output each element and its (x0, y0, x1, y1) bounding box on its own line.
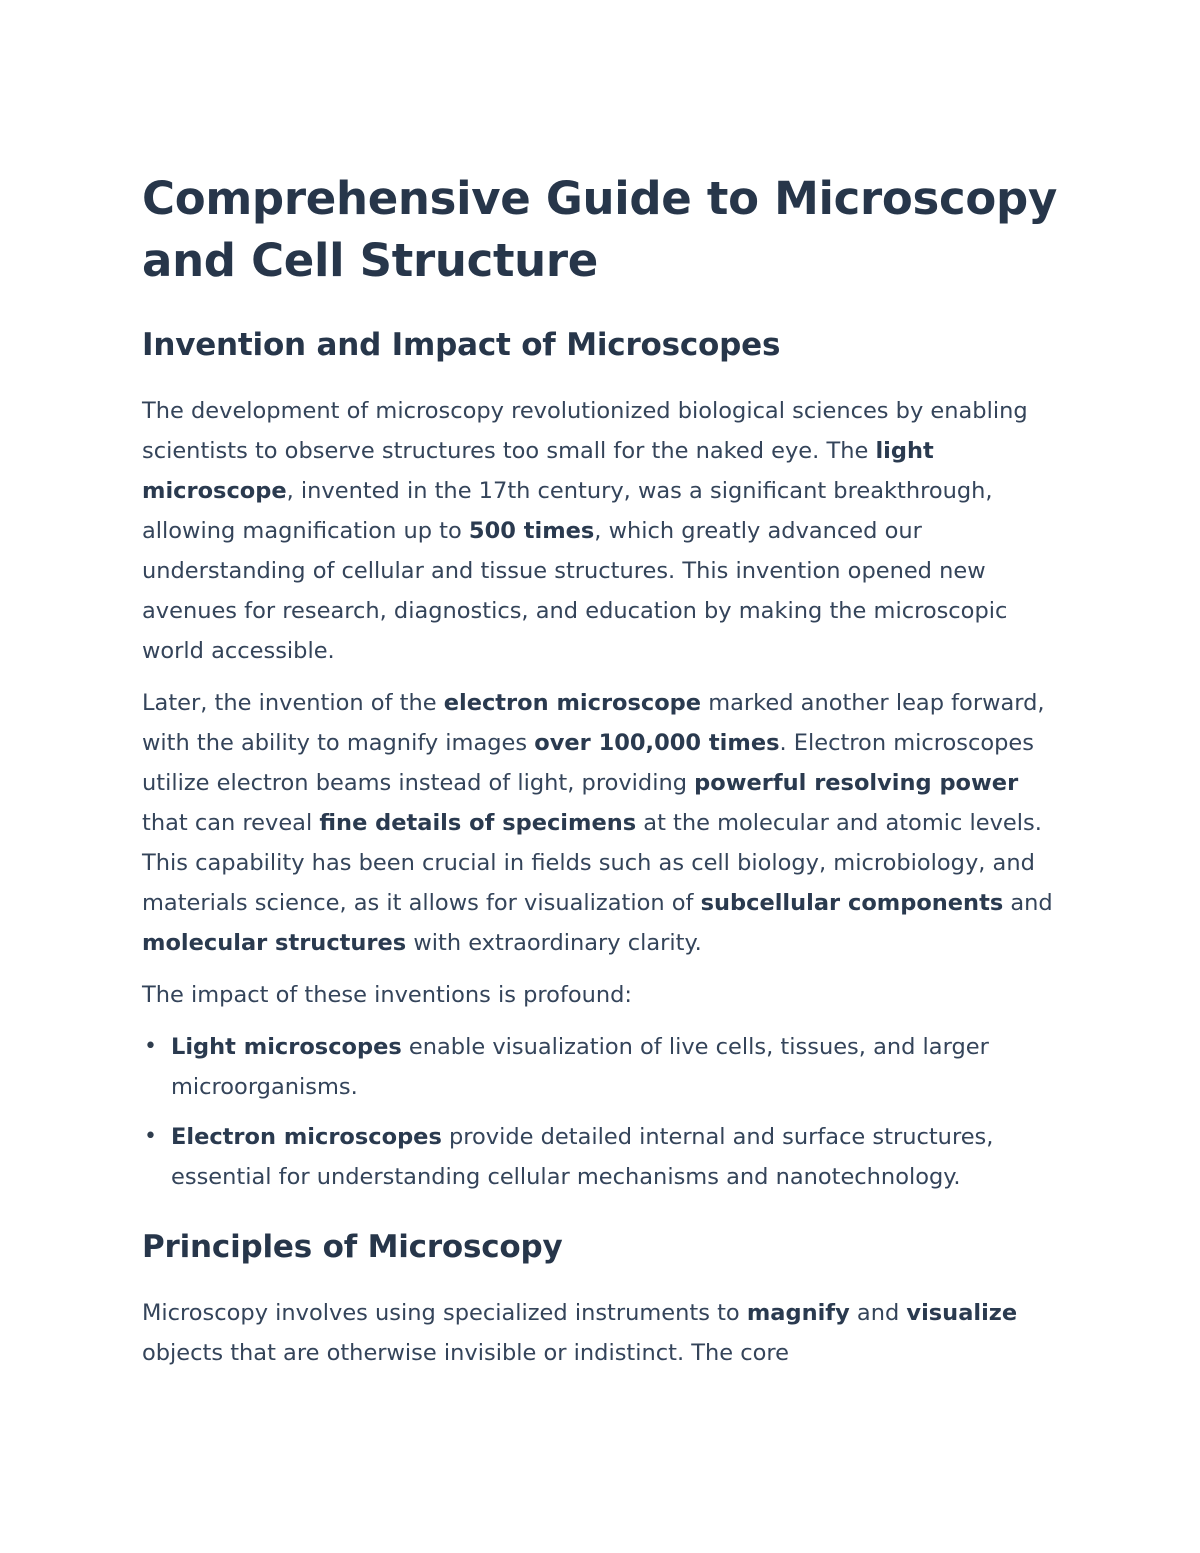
document-page (142, 168, 1062, 1373)
list-item (142, 1117, 1062, 1197)
bold-term: Electron microscopes (171, 1124, 442, 1150)
text-run: . Electron microscopes utilize electron beams instead of light, providing (142, 730, 1034, 796)
section-heading-invention: Invention and Impact of Microscopes (142, 327, 781, 363)
text-run: The development of microscopy revolutionized biological sciences by enabling scientists to observe structures too small for the naked eye. The (142, 398, 1028, 464)
text-run: Later, the invention of the (142, 690, 444, 716)
section-heading-principles: Principles of Microscopy (142, 1229, 563, 1265)
paragraph-principles (142, 1293, 1062, 1373)
bold-term: fine details of specimens (319, 810, 637, 836)
text-run: that can reveal (142, 810, 320, 836)
document-title: Comprehensive Guide to Microscopy and Cell Structure (142, 172, 1057, 287)
paragraph-impact-intro: The impact of these inventions is profound: (142, 982, 632, 1008)
bold-term: visualize (906, 1300, 1018, 1326)
bold-term: electron microscope (443, 690, 702, 716)
text-run: , which greatly advanced our understanding of cellular and tissue structures. This invention opened new avenues for research, diagnostics, and education by making the microscopic world accessible. (142, 518, 1008, 664)
bullet-icon: • (144, 1124, 157, 1149)
bold-term: light microscope (142, 438, 934, 504)
bold-term: powerful resolving power (694, 770, 1019, 796)
text-run: objects that are otherwise invisible or indistinct. The core (142, 1340, 789, 1366)
text-run: at the molecular and atomic levels. This capability has been crucial in fields such as cell biology, microbiology, and materials science, as it allows for visualization of (142, 810, 1042, 916)
paragraph-electron-microscope (142, 683, 1062, 963)
bold-term: molecular structures (142, 930, 407, 956)
list-item (142, 1027, 1062, 1107)
paragraph-light-microscope (142, 391, 1062, 671)
text-run: , invented in the 17th century, was a significant breakthrough, allowing magnification up to (142, 478, 993, 544)
bullet-icon: • (144, 1034, 157, 1059)
bold-term: subcellular components (700, 890, 1004, 916)
text-run: enable visualization of live cells, tissues, and larger microorganisms. (171, 1034, 989, 1100)
text-run: Microscopy involves using specialized instruments to (142, 1300, 747, 1326)
text-run: marked another leap forward, with the ability to magnify images (142, 690, 1045, 756)
bold-term: magnify (746, 1300, 850, 1326)
bold-term: Light microscopes (171, 1034, 402, 1060)
bold-term: 500 times (468, 518, 595, 544)
text-run: with extraordinary clarity. (406, 930, 702, 956)
impact-bullet-list (142, 1027, 1062, 1197)
text-run: and (1003, 890, 1053, 916)
text-run: and (849, 1300, 907, 1326)
text-run: provide detailed internal and surface structures, essential for understanding cellular mechanisms and nanotechnology. (171, 1124, 994, 1190)
bold-term: over 100,000 times (534, 730, 780, 756)
